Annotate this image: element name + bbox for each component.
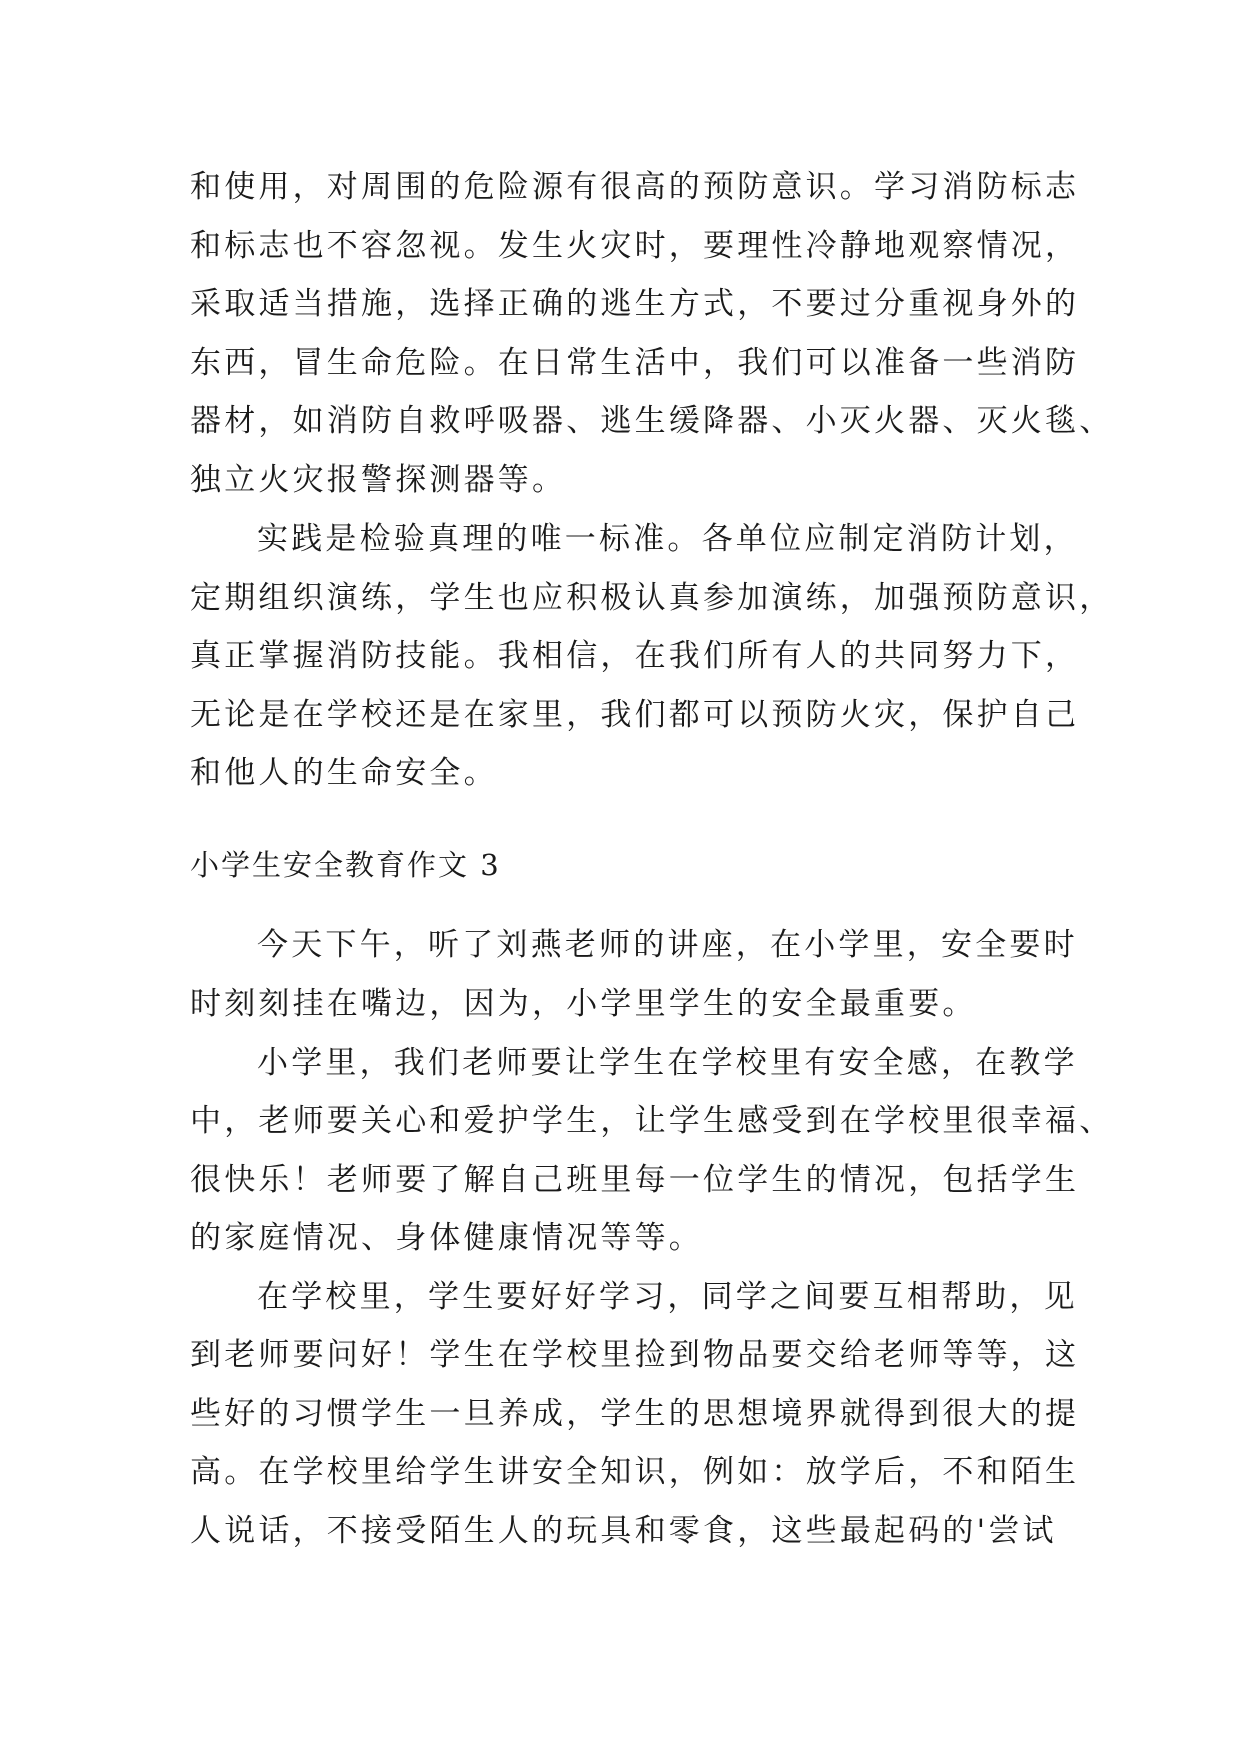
text-line: 人说话，不接受陌生人的玩具和零食，这些最起码的'尝试 bbox=[190, 1512, 1057, 1549]
text-line: 小学里，我们老师要让学生在学校里有安全感，在教学 bbox=[257, 1044, 1078, 1081]
text-line: 到老师要问好！学生在学校里捡到物品要交给老师等等，这 bbox=[190, 1337, 1080, 1373]
text-line: 时刻刻挂在嘴边，因为，小学里学生的安全最重要。 bbox=[190, 986, 977, 1022]
text-line: 中，老师要关心和爱护学生，让学生感受到在学校里很幸福、 bbox=[190, 1103, 1114, 1139]
text-line: 的家庭情况、身体健康情况等等。 bbox=[190, 1220, 703, 1256]
text-line: 独立火灾报警探测器等。 bbox=[190, 461, 567, 498]
text-line: 高。在学校里给学生讲安全知识，例如：放学后，不和陌生 bbox=[190, 1454, 1080, 1490]
text-line: 些好的习惯学生一旦养成，学生的思想境界就得到很大的提 bbox=[190, 1395, 1080, 1432]
text-line: 很快乐！老师要了解自己班里每一位学生的情况，包括学生 bbox=[190, 1161, 1080, 1198]
text-line: 东西，冒生命危险。在日常生活中，我们可以准备一些消防 bbox=[190, 344, 1080, 381]
text-line: 在学校里，学生要好好学习，同学之间要互相帮助，见 bbox=[257, 1278, 1078, 1315]
text-line: 实践是检验真理的唯一标准。各单位应制定消防计划， bbox=[257, 521, 1078, 557]
text-line: 定期组织演练，学生也应积极认真参加演练，加强预防意识， bbox=[190, 579, 1114, 616]
text-line: 今天下午，听了刘燕老师的讲座，在小学里，安全要时 bbox=[257, 927, 1078, 963]
paragraph-continued bbox=[190, 158, 1114, 509]
section-heading: 小学生安全教育作文 3 bbox=[190, 848, 501, 882]
text-line: 器材，如消防自救呼吸器、逃生缓降器、小灭火器、灭火毯、 bbox=[190, 403, 1114, 439]
text-line: 无论是在学校还是在家里，我们都可以预防火灾，保护自己 bbox=[190, 696, 1080, 733]
text-line: 真正掌握消防技能。我相信，在我们所有人的共同努力下， bbox=[190, 638, 1080, 674]
paragraph-lecture bbox=[190, 916, 1078, 975]
text-line: 和标志也不容忽视。发生火灾时，要理性冷静地观察情况， bbox=[190, 227, 1080, 264]
text-line: 和他人的生命安全。 bbox=[190, 755, 498, 791]
text-line: 和使用，对周围的危险源有很高的预防意识。学习消防标志 bbox=[190, 169, 1080, 205]
paragraph-practice bbox=[190, 510, 1114, 803]
body-flow bbox=[190, 975, 1114, 1560]
text-line: 采取适当措施，选择正确的逃生方式，不要过分重视身外的 bbox=[190, 286, 1080, 322]
